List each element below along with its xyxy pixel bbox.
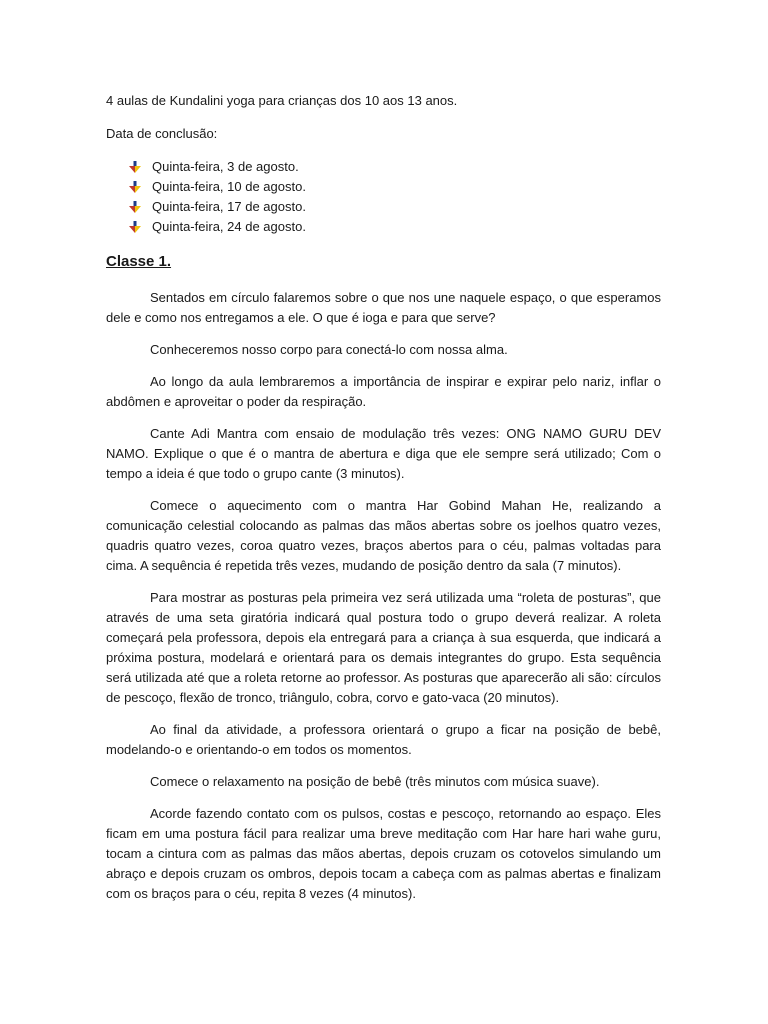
down-arrow-bullet-icon: [129, 201, 141, 213]
intro-line: 4 aulas de Kundalini yoga para crianças dos 10 aos 13 anos.: [106, 93, 458, 108]
date-text: Quinta-feira, 10 de agosto.: [152, 179, 306, 194]
paragraph: Ao final da atividade, a professora orientará o grupo a ficar na posição de bebê, modelando-o e orientando-o em todos os momentos.: [106, 722, 661, 757]
down-arrow-bullet-icon: [129, 161, 141, 173]
date-heading: Data de conclusão:: [106, 126, 218, 141]
paragraph: Conheceremos nosso corpo para conectá-lo com nossa alma.: [150, 342, 508, 357]
list-item: [129, 197, 661, 217]
date-text: Quinta-feira, 24 de agosto.: [152, 219, 306, 234]
paragraph: Comece o aquecimento com o mantra Har Gobind Mahan He, realizando a comunicação celestial colocando as palmas das mãos abertas sobre os joelhos quatro vezes, quadris quatro vezes, coroa quatro vezes, braços abertos para o céu, palmas voltadas para cima. A sequência é repetida três vezes, mudando de posição dentro da sala (7 minutos).: [106, 498, 661, 573]
paragraph: Comece o relaxamento na posição de bebê (três minutos com música suave).: [150, 774, 600, 789]
paragraph: Para mostrar as posturas pela primeira vez será utilizada uma “roleta de posturas”, que através de uma seta giratória indicará qual postura todo o grupo deverá realizar. A roleta começará pela professora, depois ela entregará para a criança à sua esquerda, que indicará a próxima postura, modelará e orientará para os demais integrantes do grupo. Esta sequência será utilizada até que a roleta retorne ao professor. As posturas que aparecerão ali são: círculos de pescoço, flexão de tronco, triângulo, cobra, corvo e gato-vaca (20 minutos).: [106, 590, 661, 705]
paragraph: Acorde fazendo contato com os pulsos, costas e pescoço, retornando ao espaço. Eles ficam em uma postura fácil para realizar uma breve meditação com Har hare hari wahe guru, tocam a cintura com as palmas das mãos abertas, depois cruzam os cotovelos simulando um abraço e depois cruzam os ombros, depois tocam a cabeça com as palmas abertas e finalizam com os braços para o céu, repita 8 vezes (4 minutos).: [106, 806, 661, 901]
date-list: [106, 157, 661, 237]
list-item: [129, 157, 661, 177]
paragraph: Ao longo da aula lembraremos a importância de inspirar e expirar pelo nariz, inflar o abdômen e aproveitar o poder da respiração.: [106, 374, 661, 409]
list-item: [129, 217, 661, 237]
list-item: [129, 177, 661, 197]
date-text: Quinta-feira, 17 de agosto.: [152, 199, 306, 214]
paragraph: Sentados em círculo falaremos sobre o que nos une naquele espaço, o que esperamos dele e como nos entregamos a ele. O que é ioga e para que serve?: [106, 290, 661, 325]
down-arrow-bullet-icon: [129, 221, 141, 233]
document-page: [106, 91, 661, 904]
date-text: Quinta-feira, 3 de agosto.: [152, 159, 299, 174]
paragraph: Cante Adi Mantra com ensaio de modulação três vezes: ONG NAMO GURU DEV NAMO. Explique o que é o mantra de abertura e diga que ele sempre será utilizado; Com o tempo a ideia é que todo o grupo cante (3 minutos).: [106, 426, 661, 481]
down-arrow-bullet-icon: [129, 181, 141, 193]
class-heading: Classe 1.: [106, 253, 172, 270]
